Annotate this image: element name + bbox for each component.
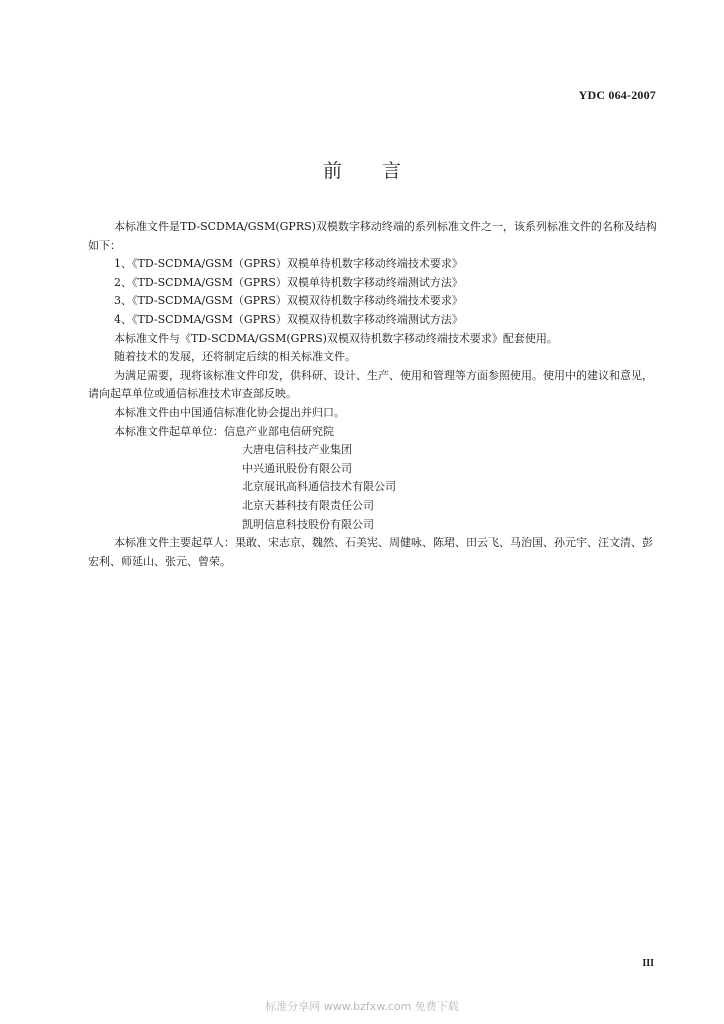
drafting-units-label: 本标准文件起草单位： — [114, 424, 224, 438]
future-paragraph: 随着技术的发展，还将制定后续的相关标准文件。 — [114, 350, 356, 364]
list-item: 4、《TD-SCDMA/GSM（GPRS）双模双待机数字移动终端测试方法》 — [114, 312, 463, 326]
drafting-unit: 北京天碁科技有限责任公司 — [242, 498, 374, 512]
drafting-unit: 北京展讯高科通信技术有限公司 — [242, 480, 396, 494]
document-code: YDC 064-2007 — [578, 88, 656, 102]
title-char-2: 言 — [382, 160, 402, 182]
document-body — [88, 218, 660, 571]
drafters-paragraph: 本标准文件主要起草人：果敢、宋志京、魏然、石美宪、周健咏、陈珺、田云飞、马治国、孙元宇、汪文清、彭宏利、师延山、张元、曾荣。 — [88, 536, 653, 568]
title-char-1: 前 — [322, 160, 342, 182]
purpose-paragraph: 为满足需要，现将该标准文件印发，供科研、设计、生产、使用和管理等方面参照使用。使用中的建议和意见，请向起草单位或通信标准技术审查部反映。 — [88, 368, 653, 401]
drafting-unit: 大唐电信科技产业集团 — [242, 443, 352, 457]
watermark-text: 标准分享网 www.bzfxw.com 免费下载 — [265, 1000, 459, 1013]
companion-paragraph: 本标准文件与《TD-SCDMA/GSM(GPRS)双模双待机数字移动终端技术要求》配套使用。 — [114, 331, 558, 345]
intro-paragraph: 本标准文件是TD-SCDMA/GSM(GPRS)双模数字移动终端的系列标准文件之一，该系列标准文件的名称及结构如下： — [88, 220, 657, 252]
drafting-unit: 信息产业部电信研究院 — [224, 424, 334, 438]
list-item: 2、《TD-SCDMA/GSM（GPRS）双模单待机数字移动终端测试方法》 — [114, 275, 463, 289]
drafting-units-first-line — [88, 423, 660, 442]
list-item: 1、《TD-SCDMA/GSM（GPRS）双模单待机数字移动终端技术要求》 — [114, 257, 463, 271]
proposer-paragraph: 本标准文件由中国通信标准化协会提出并归口。 — [114, 405, 345, 419]
list-item: 3、《TD-SCDMA/GSM（GPRS）双模双待机数字移动终端技术要求》 — [114, 294, 463, 308]
drafting-unit: 中兴通讯股份有限公司 — [242, 461, 352, 475]
page-number: III — [642, 958, 654, 969]
page-title — [0, 156, 724, 183]
drafting-unit: 凯明信息科技股份有限公司 — [242, 517, 374, 531]
